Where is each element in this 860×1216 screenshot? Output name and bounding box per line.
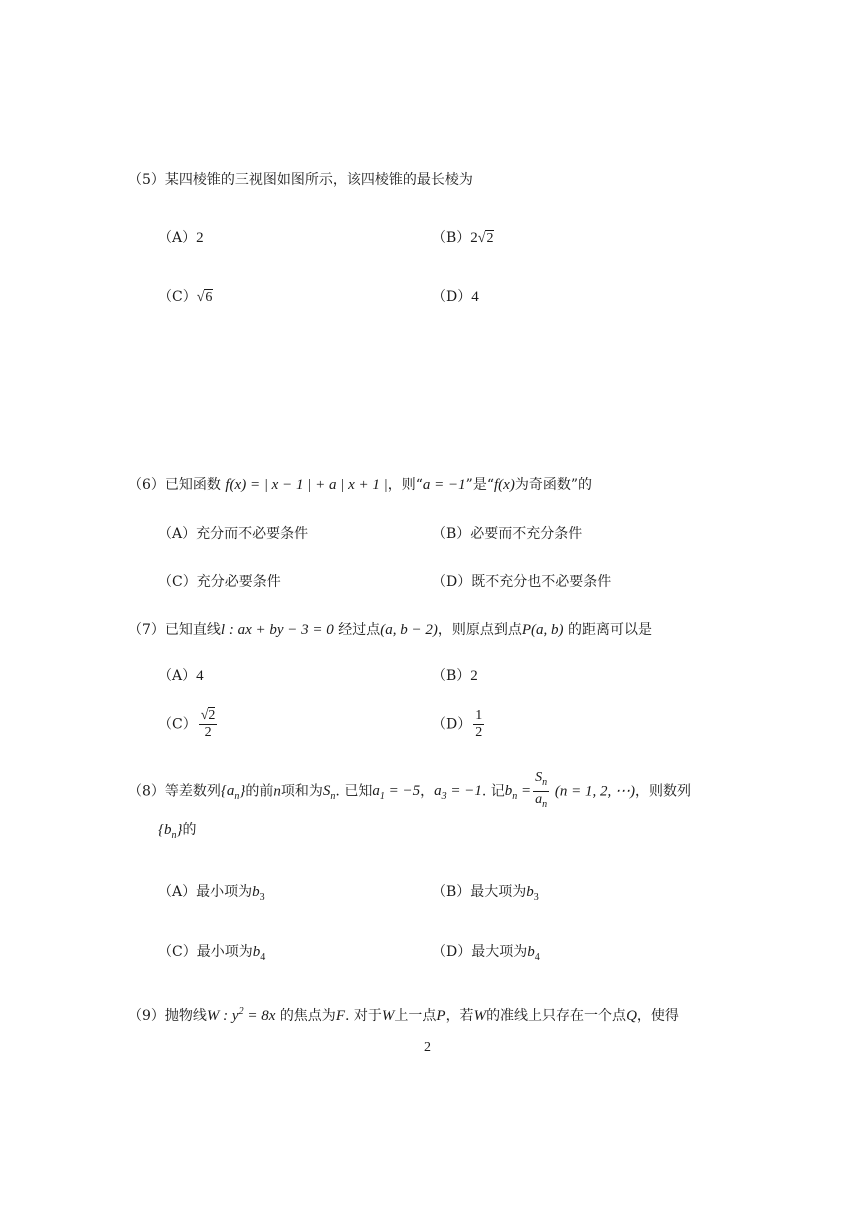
question-5-stem — [128, 170, 473, 190]
fraction-numerator: 1 — [475, 708, 483, 723]
fraction-sn-over-an — [533, 770, 549, 813]
q7-option-a — [158, 666, 204, 686]
fraction — [199, 708, 218, 741]
text-segment: ，则“ — [387, 477, 423, 493]
text-segment: . 对于 — [344, 1008, 382, 1024]
sum-s — [322, 783, 336, 803]
text-segment: . 记 — [481, 783, 505, 800]
point-p: P(a, b) — [521, 622, 564, 638]
question-number: （5） — [128, 172, 165, 188]
sqrt-expression: √6 — [196, 290, 213, 305]
option-label: （A） — [158, 230, 197, 246]
radicand: 6 — [205, 290, 213, 305]
sequence-a — [220, 783, 246, 803]
subscript: n — [512, 791, 518, 803]
q7-option-b — [432, 666, 478, 686]
option-label: （A） — [158, 668, 197, 684]
q5-option-a — [158, 228, 204, 248]
q7-option-c — [158, 708, 219, 741]
subscript: n — [171, 830, 177, 841]
q8-option-d — [432, 942, 540, 968]
parabola-equation — [207, 1008, 275, 1024]
superscript: 2 — [238, 1006, 244, 1017]
equals: = — [517, 783, 532, 800]
symbol: W : y — [206, 1008, 239, 1024]
index-range: (n = 1, 2, ⋯) — [551, 783, 635, 800]
text-segment: 经过点 — [338, 622, 381, 638]
text-segment: ，若 — [445, 1008, 474, 1024]
option-label: （D） — [432, 716, 472, 733]
text-segment: 项和为 — [280, 783, 323, 800]
text-segment: 的准线上只存在一个点 — [486, 1008, 627, 1024]
option-label: （D） — [432, 289, 472, 305]
q6-option-c: （C）充分必要条件 — [158, 574, 281, 590]
fraction-numerator — [533, 770, 549, 792]
sqrt-expression: √2 — [477, 231, 494, 246]
radicand: 2 — [486, 231, 494, 246]
q8-option-a — [158, 882, 265, 908]
question-number: （7） — [128, 622, 165, 638]
subscript: 3 — [259, 891, 265, 903]
option-label: （C） — [158, 716, 197, 733]
function-expression: f(x) = | x − 1 | + a | x + 1 | — [225, 477, 388, 493]
symbol: a — [434, 783, 442, 800]
option-coefficient: 2 — [470, 230, 478, 246]
subscript: 1 — [379, 791, 385, 803]
text-segment: 抛物线 — [164, 1008, 207, 1024]
text-segment: 的 — [182, 822, 197, 838]
question-9-stem — [128, 1002, 679, 1026]
term-bn — [504, 783, 532, 803]
point-q: Q — [626, 1008, 637, 1024]
question-number: （6） — [128, 477, 165, 493]
equation-rhs: = 8x — [243, 1008, 276, 1024]
fraction — [473, 708, 484, 741]
text-segment: ”是“ — [465, 477, 494, 493]
subscript: n — [330, 791, 336, 803]
question-text: 某四棱锥的三视图如图所示，该四棱锥的最长棱为 — [164, 172, 473, 188]
term-a1 — [372, 783, 421, 803]
variable-n: n — [273, 783, 281, 800]
text-segment: . 已知 — [335, 783, 373, 800]
text-segment: 为奇函数”的 — [514, 477, 592, 493]
sequence-open: {a — [220, 783, 235, 800]
sequence-close: } — [176, 822, 183, 838]
focus-f: F — [335, 1008, 345, 1024]
sequence-open: {b — [158, 822, 172, 838]
q5-option-c — [158, 287, 213, 308]
q6-option-b: （B）必要而不充分条件 — [432, 526, 583, 542]
symbol: a — [372, 783, 380, 800]
fraction-numerator: √2 — [200, 708, 216, 723]
term-value: = −1 — [446, 783, 482, 800]
function-name: f(x) — [494, 477, 515, 493]
condition-expression: a = −1 — [422, 477, 466, 493]
q6-option-d: （D）既不充分也不必要条件 — [432, 574, 612, 590]
text-segment: 已知直线 — [164, 622, 221, 638]
subscript: n — [542, 776, 548, 788]
option-value: 4 — [471, 289, 479, 305]
option-value: 4 — [196, 668, 204, 684]
option-text: （D）最大项为 — [432, 944, 528, 960]
term-value: = −5 — [384, 783, 421, 800]
symbol: W — [381, 1008, 395, 1024]
sequence-close: } — [239, 783, 246, 800]
q8-option-c — [158, 942, 265, 968]
q6-option-a: （A）充分而不必要条件 — [158, 526, 309, 542]
fraction-denominator: 2 — [204, 725, 212, 740]
option-label: （B） — [432, 668, 471, 684]
question-6-stem — [128, 475, 592, 495]
question-8-stem-continued — [158, 820, 197, 846]
symbol: S — [535, 770, 543, 785]
option-text: （A）最小项为 — [158, 884, 253, 900]
q7-option-d — [432, 708, 486, 741]
term-a3 — [434, 783, 482, 803]
symbol: S — [322, 783, 331, 800]
symbol: b — [504, 783, 513, 800]
fraction-denominator — [533, 792, 549, 813]
symbol: b — [527, 944, 535, 960]
symbol: W — [473, 1008, 487, 1024]
point-expression: (a, b − 2) — [380, 622, 438, 638]
subscript: n — [234, 791, 240, 803]
question-7-stem — [128, 620, 652, 640]
option-value: 2 — [196, 230, 204, 246]
option-value: 2 — [470, 668, 478, 684]
symbol: b — [252, 944, 261, 960]
text-segment: 等差数列 — [164, 783, 221, 800]
subscript: 3 — [533, 891, 539, 903]
q8-option-b — [432, 882, 539, 908]
subscript: 3 — [441, 791, 447, 803]
symbol: b — [526, 884, 534, 900]
option-text: （B）最大项为 — [432, 884, 527, 900]
subscript: 4 — [260, 951, 266, 963]
q5-option-b — [432, 228, 494, 249]
text-segment: ， — [420, 783, 435, 800]
question-8-stem — [128, 770, 691, 810]
text-segment: ，使得 — [636, 1008, 679, 1024]
option-label: （B） — [432, 230, 471, 246]
text-segment: 上一点 — [394, 1008, 437, 1024]
text-segment: 的距离可以是 — [567, 622, 652, 638]
text-segment: ，则原点到点 — [437, 622, 522, 638]
fraction-denominator: 2 — [475, 725, 483, 740]
text-segment: 的前 — [245, 783, 274, 800]
symbol: b — [252, 884, 260, 900]
line-equation: l : ax + by − 3 = 0 — [220, 622, 334, 638]
text-segment: 的焦点为 — [279, 1008, 336, 1024]
text-segment: ，则数列 — [634, 783, 691, 800]
q5-option-d — [432, 287, 479, 307]
subscript: n — [542, 798, 548, 810]
question-number: （9） — [128, 1008, 165, 1024]
sequence-b — [158, 822, 183, 841]
question-number: （8） — [128, 783, 165, 800]
point-p: P — [436, 1008, 446, 1024]
option-text: （C）最小项为 — [158, 944, 253, 960]
subscript: 4 — [534, 951, 540, 963]
option-label: （C） — [158, 289, 197, 305]
symbol: a — [535, 791, 543, 807]
page-number: 2 — [424, 1040, 431, 1055]
text-segment: 已知函数 — [164, 477, 221, 493]
radicand: 2 — [208, 708, 216, 723]
